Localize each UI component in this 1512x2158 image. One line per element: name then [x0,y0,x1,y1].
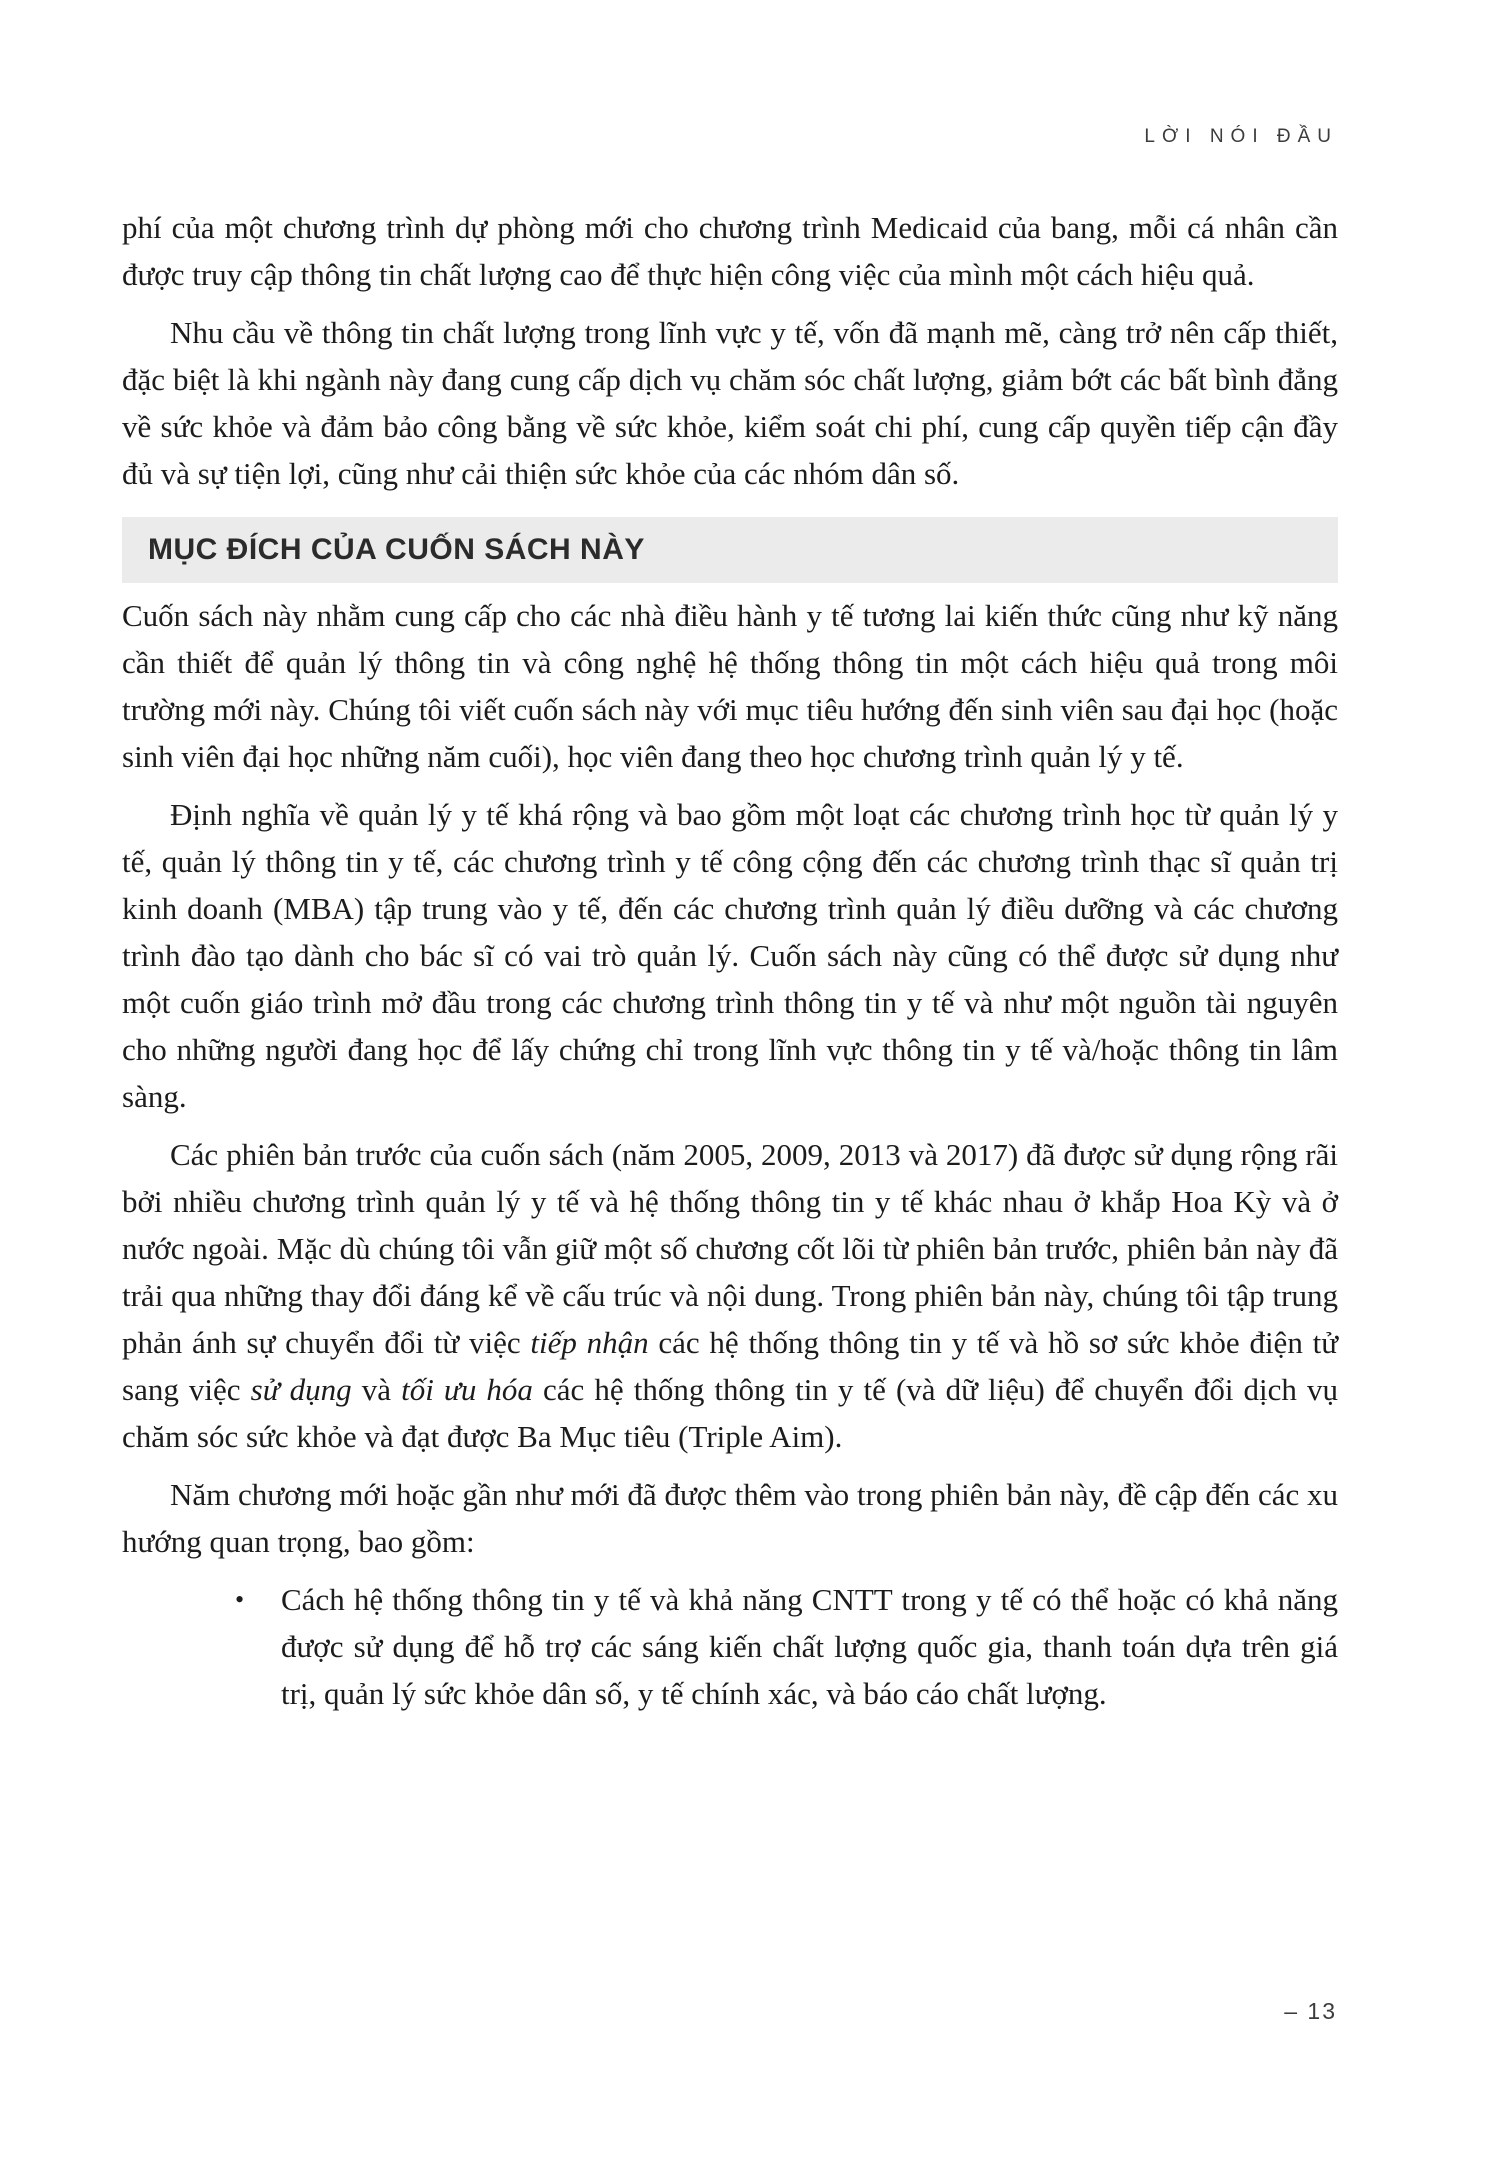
paragraph-group-main [122,592,1338,1565]
text-run: phí của một chương trình dự phòng mới cho chương trình Medicaid của bang, mỗi cá nhân cần được truy cập thông tin chất lượng cao để thực hiện công việc của mình một cách hiệu quả. [122,210,1338,292]
body-paragraph [122,791,1338,1120]
section-heading: MỤC ĐÍCH CỦA CUỐN SÁCH NÀY [148,533,645,566]
text-run: Năm chương mới hoặc gần như mới đã được thêm vào trong phiên bản này, đề cập đến các xu hướng quan trọng, bao gồm: [122,1477,1338,1559]
body-paragraph [122,1131,1338,1460]
italic-text-run: sử dụng [250,1372,352,1407]
bullet-icon: • [235,1585,245,1614]
bullet-list [122,1576,1338,1717]
page-content [122,204,1338,1717]
body-paragraph [122,1471,1338,1565]
body-paragraph [122,592,1338,780]
italic-text-run: tiếp nhận [530,1325,649,1360]
body-paragraph [122,309,1338,497]
running-header: LỜI NÓI ĐẦU [1144,126,1338,147]
text-run: các hệ thống thông tin y tế và hồ sơ sức khỏe điện tử sang việc [122,1325,1338,1407]
body-paragraph [281,1576,1338,1717]
text-run: Các phiên bản trước của cuốn sách (năm 2005, 2009, 2013 và 2017) đã được sử dụng rộng rãi bởi nhiều chương trình quản lý y tế và hệ thống thông tin y tế khác nhau ở khắp Hoa Kỳ và ở nước ngoài. Mặc dù chúng tôi vẫn giữ một số chương cốt lõi từ phiên bản trước, phiên bản này đã trải qua những thay đổi đáng kể về cấu trúc và nội dung. Trong phiên bản này, chúng tôi tập trung phản ánh sự chuyển đổi từ việc [122,1137,1338,1360]
text-run: các hệ thống thông tin y tế (và dữ liệu) để chuyển đổi dịch vụ chăm sóc sức khỏe và đạt được Ba Mục tiêu (Triple Aim). [122,1372,1338,1454]
bullet-item [122,1576,1338,1717]
text-run: và [351,1372,402,1407]
text-run: Cuốn sách này nhằm cung cấp cho các nhà điều hành y tế tương lai kiến thức cũng như kỹ năng cần thiết để quản lý thông tin và công nghệ hệ thống thông tin một cách hiệu quả trong môi trường mới này. Chúng tôi viết cuốn sách này với mục tiêu hướng đến sinh viên sau đại học (hoặc sinh viên đại học những năm cuối), học viên đang theo học chương trình quản lý y tế. [122,598,1338,774]
text-run: Định nghĩa về quản lý y tế khá rộng và bao gồm một loạt các chương trình học từ quản lý y tế, quản lý thông tin y tế, các chương trình y tế công cộng đến các chương trình thạc sĩ quản trị kinh doanh (MBA) tập trung vào y tế, đến các chương trình quản lý điều dưỡng và các chương trình đào tạo dành cho bác sĩ có vai trò quản lý. Cuốn sách này cũng có thể được sử dụng như một cuốn giáo trình mở đầu trong các chương trình thông tin y tế và như một nguồn tài nguyên cho những người đang học để lấy chứng chỉ trong lĩnh vực thông tin y tế và/hoặc thông tin lâm sàng. [122,797,1338,1114]
italic-text-run: tối ưu hóa [401,1372,533,1407]
text-run: Cách hệ thống thông tin y tế và khả năng CNTT trong y tế có thể hoặc có khả năng được sử dụng để hỗ trợ các sáng kiến chất lượng quốc gia, thanh toán dựa trên giá trị, quản lý sức khỏe dân số, y tế chính xác, và báo cáo chất lượng. [281,1582,1338,1711]
body-paragraph [122,204,1338,298]
text-run: Nhu cầu về thông tin chất lượng trong lĩnh vực y tế, vốn đã mạnh mẽ, càng trở nên cấp thiết, đặc biệt là khi ngành này đang cung cấp dịch vụ chăm sóc chất lượng, giảm bớt các bất bình đẳng về sức khỏe và đảm bảo công bằng về sức khỏe, kiểm soát chi phí, cung cấp quyền tiếp cận đầy đủ và sự tiện lợi, cũng như cải thiện sức khỏe của các nhóm dân số. [122,315,1338,491]
paragraph-group-top [122,204,1338,497]
page-number: – 13 [1284,1998,1337,2024]
section-heading-bar [122,517,1338,583]
